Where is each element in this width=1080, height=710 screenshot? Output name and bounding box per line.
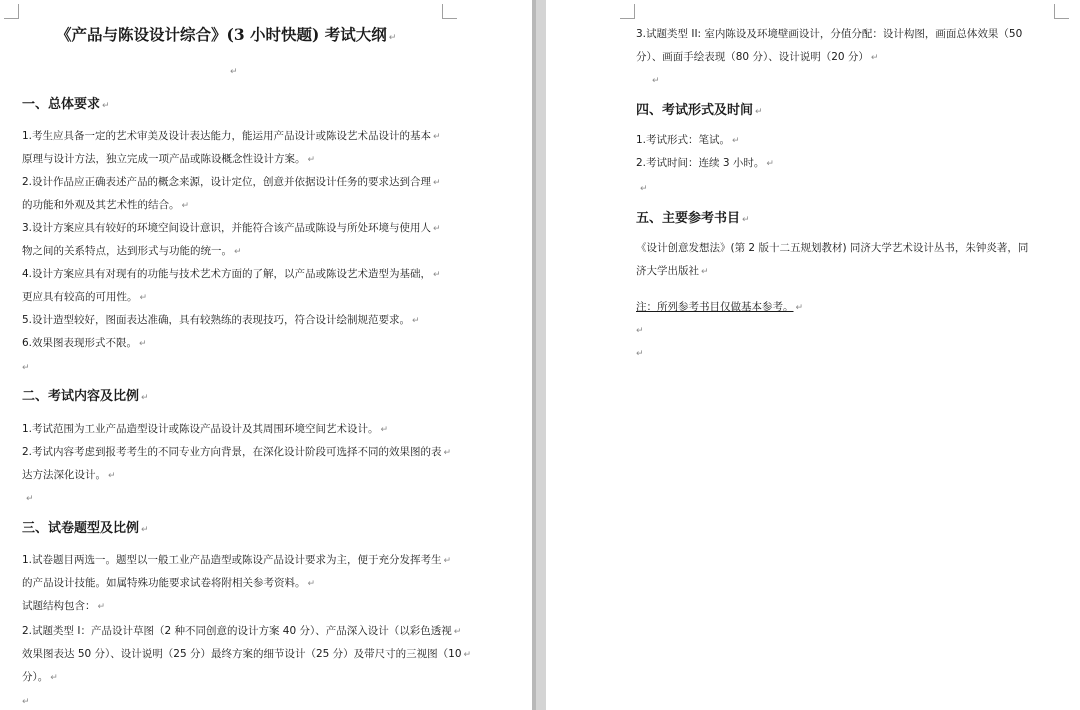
body-line: 1.考试范围为工业产品造型设计或陈设产品设计及其周围环境空间艺术设计。 ↵ <box>22 423 389 435</box>
section-heading-content: 二、考试内容及比例 ↵ <box>22 389 149 404</box>
empty-paragraph: ↵ <box>652 76 660 86</box>
empty-paragraph: ↵ <box>22 697 30 707</box>
page-shadow <box>532 0 536 710</box>
body-line: 1.考生应具备一定的艺术审美及设计表达能力，能运用产品设计或陈设艺术品设计的基本 ↵ <box>22 130 441 142</box>
body-line: 5.设计造型较好，图面表达准确，具有较熟练的表现技巧，符合设计绘制规范要求。 ↵ <box>22 314 420 326</box>
body-line: 《设计创意发想法》(第 2 版十二五规划教材) 同济大学艺术设计丛书，朱钟炎著，同 <box>636 242 1029 254</box>
empty-paragraph: ↵ <box>22 363 30 373</box>
reference-note: 注：所列参考书目仅做基本参考。 ↵ <box>636 301 804 313</box>
empty-paragraph: ↵ <box>230 67 238 77</box>
body-line: 6.效果图表现形式不限。 ↵ <box>22 337 147 349</box>
margin-corner-mark <box>1054 4 1069 19</box>
margin-corner-mark <box>620 4 635 19</box>
body-line: 原理与设计方法，独立完成一项产品或陈设概念性设计方案。 ↵ <box>22 153 316 165</box>
empty-paragraph: ↵ <box>636 349 644 359</box>
body-line: 分）、画面手绘表现（80 分）、设计说明（20 分） ↵ <box>636 51 879 63</box>
body-line: 4.设计方案应具有对现有的功能与技术艺术方面的了解，以产品或陈设艺术造型为基础， ↵ <box>22 268 441 280</box>
body-line: 2.考试时间：连续 3 小时。 ↵ <box>636 157 774 169</box>
body-line: 物之间的关系特点，达到形式与功能的统一。 ↵ <box>22 245 242 257</box>
section-heading-exam-format: 四、考试形式及时间 ↵ <box>636 103 763 118</box>
section-heading-references: 五、主要参考书目 ↵ <box>636 211 750 226</box>
body-line: 效果图表达 50 分）、设计说明（25 分）最终方案的细节设计（25 分）及带尺寸的三视图（10 ↵ <box>22 648 472 660</box>
margin-corner-mark <box>442 4 457 19</box>
body-line: 分）。 ↵ <box>22 671 58 683</box>
empty-paragraph: ↵ <box>636 326 644 336</box>
document-page-left[interactable] <box>0 0 532 710</box>
body-line: 的功能和外观及其艺术性的结合。 ↵ <box>22 199 190 211</box>
body-line: 1.考试形式：笔试。 ↵ <box>636 134 740 146</box>
empty-paragraph: ↵ <box>26 494 34 504</box>
section-heading-question-types: 三、试卷题型及比例 ↵ <box>22 521 149 536</box>
body-line: 2.试题类型 I：产品设计草图（2 种不同创意的设计方案 40 分）、产品深入设计（以彩色透视 ↵ <box>22 625 462 637</box>
document-title: 《产品与陈设设计综合》(3 小时快题) 考试大纲 ↵ <box>56 25 397 44</box>
document-page-right[interactable] <box>546 0 1080 710</box>
body-line: 更应具有较高的可用性。 ↵ <box>22 291 148 303</box>
body-line: 3.设计方案应具有较好的环境空间设计意识，并能符合该产品或陈设与所处环境与使用人 ↵ <box>22 222 441 234</box>
body-line: 试题结构包含： ↵ <box>22 600 106 612</box>
body-line: 济大学出版社 ↵ <box>636 265 709 277</box>
body-line: 2.设计作品应正确表述产品的概念来源，设计定位，创意并依据设计任务的要求达到合理 ↵ <box>22 176 441 188</box>
body-line: 3.试题类型 II: 室内陈设及环境壁画设计，分值分配：设计构图，画面总体效果（50 <box>636 28 1023 40</box>
body-line: 的产品设计技能。如属特殊功能要求试卷将附相关参考资料。 ↵ <box>22 577 316 589</box>
body-line: 1.试卷题目两选一。题型以一般工业产品造型或陈设产品设计要求为主，便于充分发挥考生 ↵ <box>22 554 452 566</box>
margin-corner-mark <box>4 4 19 19</box>
body-line: 达方法深化设计。 ↵ <box>22 469 116 481</box>
body-line: 2.考试内容考虑到报考考生的不同专业方向背景，在深化设计阶段可选择不同的效果图的表 ↵ <box>22 446 452 458</box>
section-heading-general: 一、总体要求 ↵ <box>22 97 110 112</box>
empty-paragraph: ↵ <box>640 184 648 194</box>
